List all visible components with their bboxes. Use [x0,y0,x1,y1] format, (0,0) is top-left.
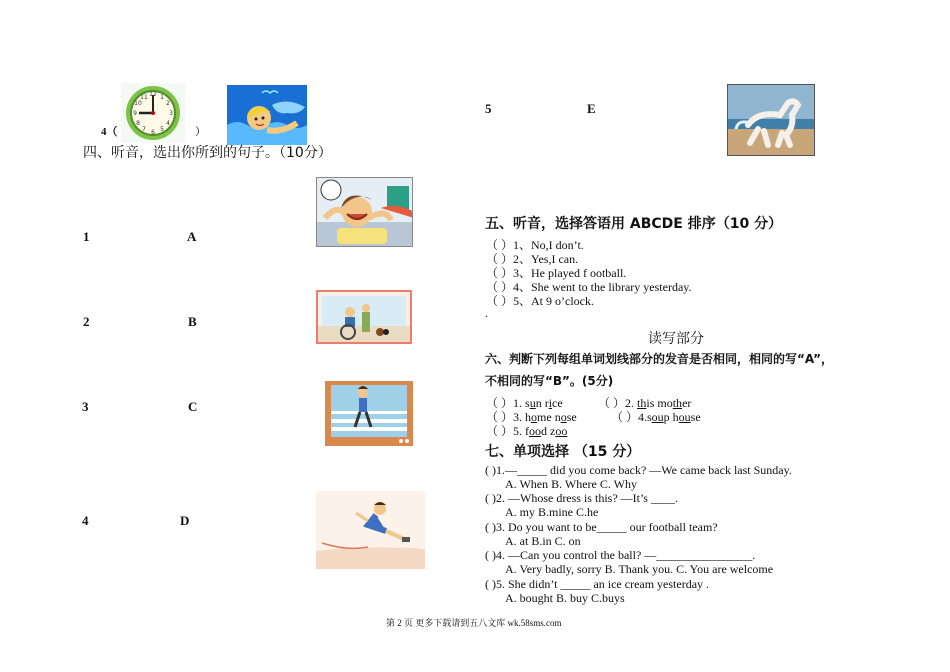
crossing-road-picture [325,381,413,446]
section-7-options-2: A. my B.mine C.he [505,505,599,519]
row-5-letter: E [587,101,596,116]
svg-text:1: 1 [160,94,164,101]
svg-text:12: 12 [149,91,157,98]
section-7-question-4: ( )4. —Can you control the ball? —________________. [485,548,756,562]
row-5-number: 5 [485,101,492,116]
section-5-item-2: （ ）2、Yes,I can. [486,252,579,266]
section-7-question-5: ( )5. She didn’t _____ an ice cream yesterday . [485,577,710,591]
row-2-number: 2 [83,314,90,329]
question-4-close: ） [195,126,206,138]
svg-text:3: 3 [169,110,173,117]
row-2-letter: B [188,314,197,329]
row-3-number: 3 [82,399,89,414]
page-footer: 第 2 页 更多下载请到五八文库 wk.58sms.com [386,618,562,628]
svg-text:9: 9 [133,110,137,117]
section-7-title: 七、单项选择 （15 分） [485,444,641,460]
section-7-options-3: A. at B.in C. on [505,534,581,548]
section-6-item-4: （ ）4.soup house [611,410,701,424]
row-4-number: 4 [82,513,89,528]
row-1-number: 1 [83,229,90,244]
clock-picture [121,83,185,143]
swimmer-picture [227,85,307,145]
section-6-title-line-1: 六、判断下列每组单词划线部分的发音是否相同，相同的写“A”， [485,352,833,366]
section-7-question-3: ( )3. Do you want to be_____ our football team? [485,520,718,534]
section-6-item-3: （ ）3. home nose [486,410,577,424]
svg-text:8: 8 [136,120,140,127]
svg-text:2: 2 [166,100,170,107]
section-7-question-1: ( )1.—_____ did you come back? —We came back last Sunday. [485,463,792,477]
section-5-item-4: （ ）4、She went to the library yesterday. [486,280,692,294]
svg-text:11: 11 [140,94,148,101]
section-4-title: 四、听音，选出你所到的句子。（10分） [83,145,332,161]
section-5-title: 五、听音，选择答语用 ABCDE 排序（10 分） [485,216,783,232]
wheelchair-picture [316,290,412,344]
section-7-options-5: A. bought B. buy C.buys [505,591,625,605]
section-7-options-1: A. When B. Where C. Why [505,477,637,491]
row-1-letter: A [187,229,197,244]
section-7-options-4: A. Very badly, sorry B. Thank you. C. You are welcome [505,562,774,576]
reading-writing-title: 读写部分 [648,331,704,347]
section-5-dot: . [485,306,488,320]
row-4-letter: D [180,513,190,528]
svg-text:4: 4 [166,120,170,127]
section-6-title-line-2: 不相同的写“B”。(5分) [485,374,614,388]
section-6-item-5: （ ）5. food zoo [486,424,568,438]
svg-text:7: 7 [142,126,146,133]
horse-picture [727,84,815,156]
section-5-item-3: （ ）3、He played f ootball. [486,266,627,280]
row-3-letter: C [188,399,198,414]
section-5-item-1: （ ）1、No,I don’t. [486,238,584,252]
svg-text:5: 5 [160,126,164,133]
long-jump-picture [316,491,425,569]
svg-text:10: 10 [134,100,142,107]
section-5-item-5: （ ）5、At 9 o’clock. [486,294,594,308]
question-4-label [101,123,118,139]
section-6-item-1: （ ）1. sun rice [486,396,563,410]
section-7-question-2: ( )2. —Whose dress is this? —It’s ____. [485,491,678,505]
svg-text:6: 6 [151,129,155,136]
wake-up-picture [316,177,413,247]
section-6-item-2: （ ）2. this mother [598,396,692,410]
question-4-open: 4（ [101,126,118,138]
